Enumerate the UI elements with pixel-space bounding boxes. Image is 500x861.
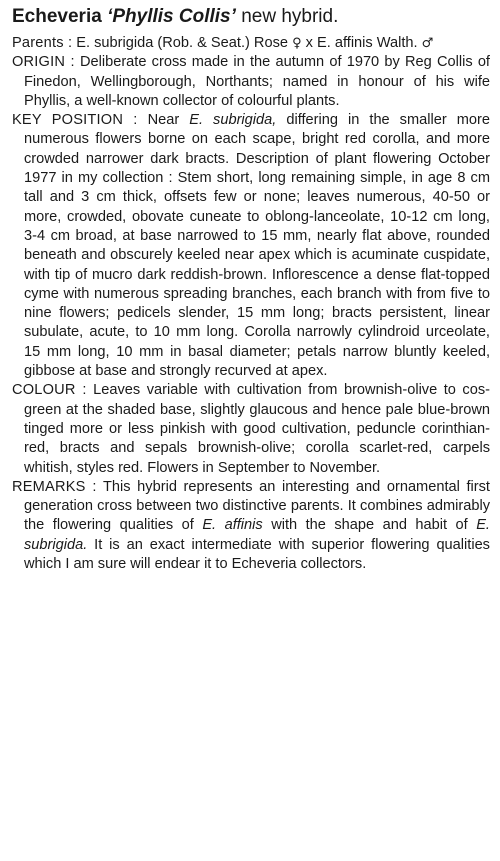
key-position-label: KEY POSITION :: [12, 112, 138, 129]
title-suffix: new hybrid.: [241, 6, 339, 27]
remarks-paragraph: [12, 478, 490, 574]
parents-text-1: E. subrigida (Rob. & Seat.) Rose: [76, 35, 288, 51]
colour-text: Leaves variable with cultivation from brownish-olive to cos-green at the shaded base, slightly glaucous and hence pale blue-brown tinged more or less pinkish with good cultivation, peduncle corinthian-red, bracts and sepals brownish-olive; corolla scarlet-red, carpels whitish, styles red. Flowers in September to November.: [24, 382, 491, 476]
article: [12, 4, 490, 574]
article-title: [12, 4, 490, 30]
parents-text-2: x E. affinis Walth.: [305, 35, 418, 51]
key-position-species-name: E. subrigida,: [189, 112, 277, 129]
colour-paragraph: [12, 381, 490, 477]
female-symbol-icon: ♀: [292, 36, 302, 51]
origin-label: ORIGIN :: [12, 54, 75, 71]
remarks-text-2: with the shape and habit of: [271, 517, 468, 534]
remarks-text-1: This hybrid represents an interesting and ornamental first generation cross between two distinctive parents. It combines admirably the flowering qualities of: [24, 478, 490, 534]
parents-paragraph: [12, 34, 490, 53]
male-symbol-icon: ♂: [421, 36, 434, 51]
key-position-paragraph: [12, 111, 490, 381]
key-position-text-1: Near: [147, 112, 180, 129]
parents-label: Parents :: [12, 35, 73, 51]
remarks-species-name-2: E. subrigida.: [24, 517, 490, 553]
colour-label: COLOUR :: [12, 382, 87, 399]
title-genus: Echeveria: [12, 6, 102, 27]
remarks-text-3: It is an exact intermediate with superior flowering qualities which I am sure will endear it to Echeveria collectors.: [24, 536, 490, 573]
origin-text: Deliberate cross made in the autumn of 1970 by Reg Collis of Finedon, Wellingborough, Northants; named in honour of his wife Phyllis, a well-known collector of colourful plants.: [24, 54, 490, 109]
key-position-text-2: differing in the smaller more numerous flowers borne on each scape, bright red corolla, and more crowded narrower dark bracts. Description of plant flowering October 1977 in my collection : Stem short, long remaining simple, in age 8 cm tall and 3 cm thick, offsets few or none; leaves numerous, 40-50 or more, crowded, obovate cuneate to oblong-lanceolate, 10-12 cm long, 3-4 cm broad, at base narrowed to 15 mm, nearly flat above, rounded beneath and obscurely keeled near apex which is acuminate cuspidate, with tip of mucro dark reddish-brown. Inflorescence a dense flat-topped cyme with numerous spreading branches, each branch with from five to nine flowers; pedicels slender, 15 mm long; bracts persistent, linear subulate, acute, to 10 mm long. Corolla narrowly cylindroid urceolate, 15 mm long, 10 mm in basal diameter; petals narrow bluntly keeled, gibbose at base and strongly recurved at apex.: [24, 112, 490, 380]
remarks-label: REMARKS :: [12, 478, 97, 495]
remarks-species-name-1: E. affinis: [202, 517, 263, 534]
origin-paragraph: [12, 53, 490, 111]
title-cultivar: ‘Phyllis Collis’: [107, 6, 236, 27]
